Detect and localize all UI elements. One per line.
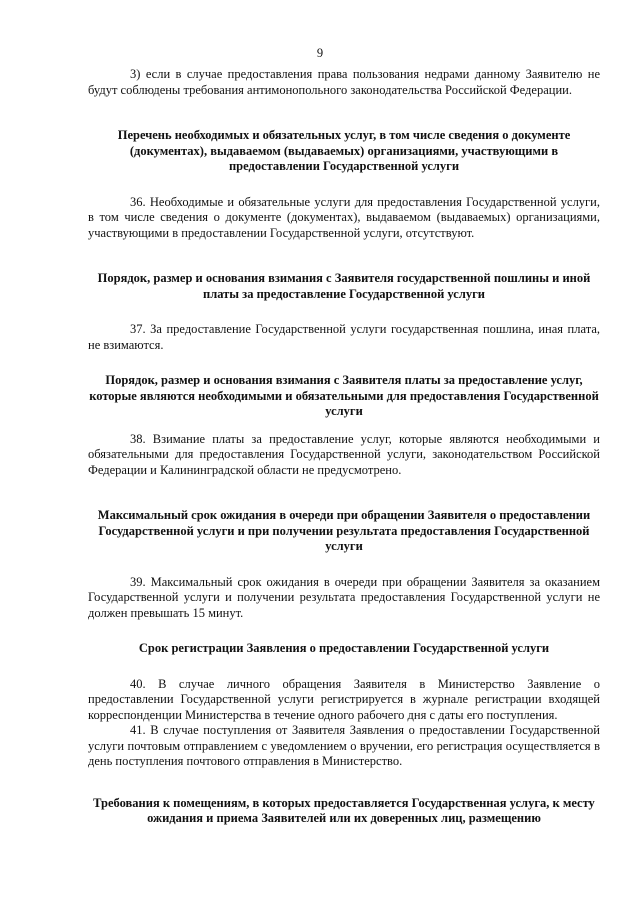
section-heading-queue-wait: Максимальный срок ожидания в очереди при обращении Заявителя о предоставлении Государственной услуги и при получении результата предоставления Государственной услуги — [97, 508, 591, 553]
section-heading-registration-term: Срок регистрации Заявления о предоставлении Государственной услуги — [138, 641, 550, 655]
paragraph-36: 36. Необходимые и обязательные услуги для предоставления Государственной услуги, в том числе сведения о документе (документах), выдаваемом (выдаваемых) организациями, участвующими в предоставлении Государственной услуги, отсутствуют. — [88, 194, 600, 240]
paragraph-39: 39. Максимальный срок ожидания в очереди при обращении Заявителя за оказанием Государственной услуги и получении результата предоставления Государственной услуги не должен превышать 15 минут. — [88, 574, 600, 620]
paragraph-40: 40. В случае личного обращения Заявителя в Министерство Заявление о предоставлении Государственной услуги регистрируется в журнале регистрации входящей корреспонденции Министерства в течение одного рабочего дня с даты его поступления. — [88, 676, 600, 722]
section-heading-required-services: Перечень необходимых и обязательных услуг, в том числе сведения о документе (документах), выдаваемом (выдаваемых) организациями, участвующими в предоставлении Государственной услуги — [117, 128, 571, 173]
document-body — [88, 67, 600, 827]
paragraph-38: 38. Взимание платы за предоставление услуг, которые являются необходимыми и обязательными для предоставления Государственной услуги, законодательством Российской Федерации и Калининградской области не предусмотрено. — [88, 431, 600, 477]
page-number: 9 — [316, 46, 324, 60]
paragraph-41: 41. В случае поступления от Заявителя Заявления о предоставлении Государственной услуги почтовым отправлением с уведомлением о вручении, его регистрация осуществляется в день поступления почтового отправления в Министерство. — [88, 723, 600, 768]
section-heading-state-fee: Порядок, размер и основания взимания с Заявителя государственной пошлины и иной платы за предоставление Государственной услуги — [97, 271, 591, 301]
section-heading-premises: Требования к помещениям, в которых предоставляется Государственная услуга, к месту ожидания и приема Заявителей или их доверенных лиц, размещению — [93, 795, 595, 825]
paragraph-37: 37. За предоставление Государственной услуги государственная пошлина, иная плата, не взимаются. — [88, 322, 600, 352]
paragraph-item-3: 3) если в случае предоставления права пользования недрами данному Заявителю не будут соблюдены требования антимонопольного законодательства Российской Федерации. — [88, 67, 600, 97]
section-heading-service-fee: Порядок, размер и основания взимания с Заявителя платы за предоставление услуг, которые являются необходимыми и обязательными для предоставления Государственной услуги — [89, 373, 599, 418]
